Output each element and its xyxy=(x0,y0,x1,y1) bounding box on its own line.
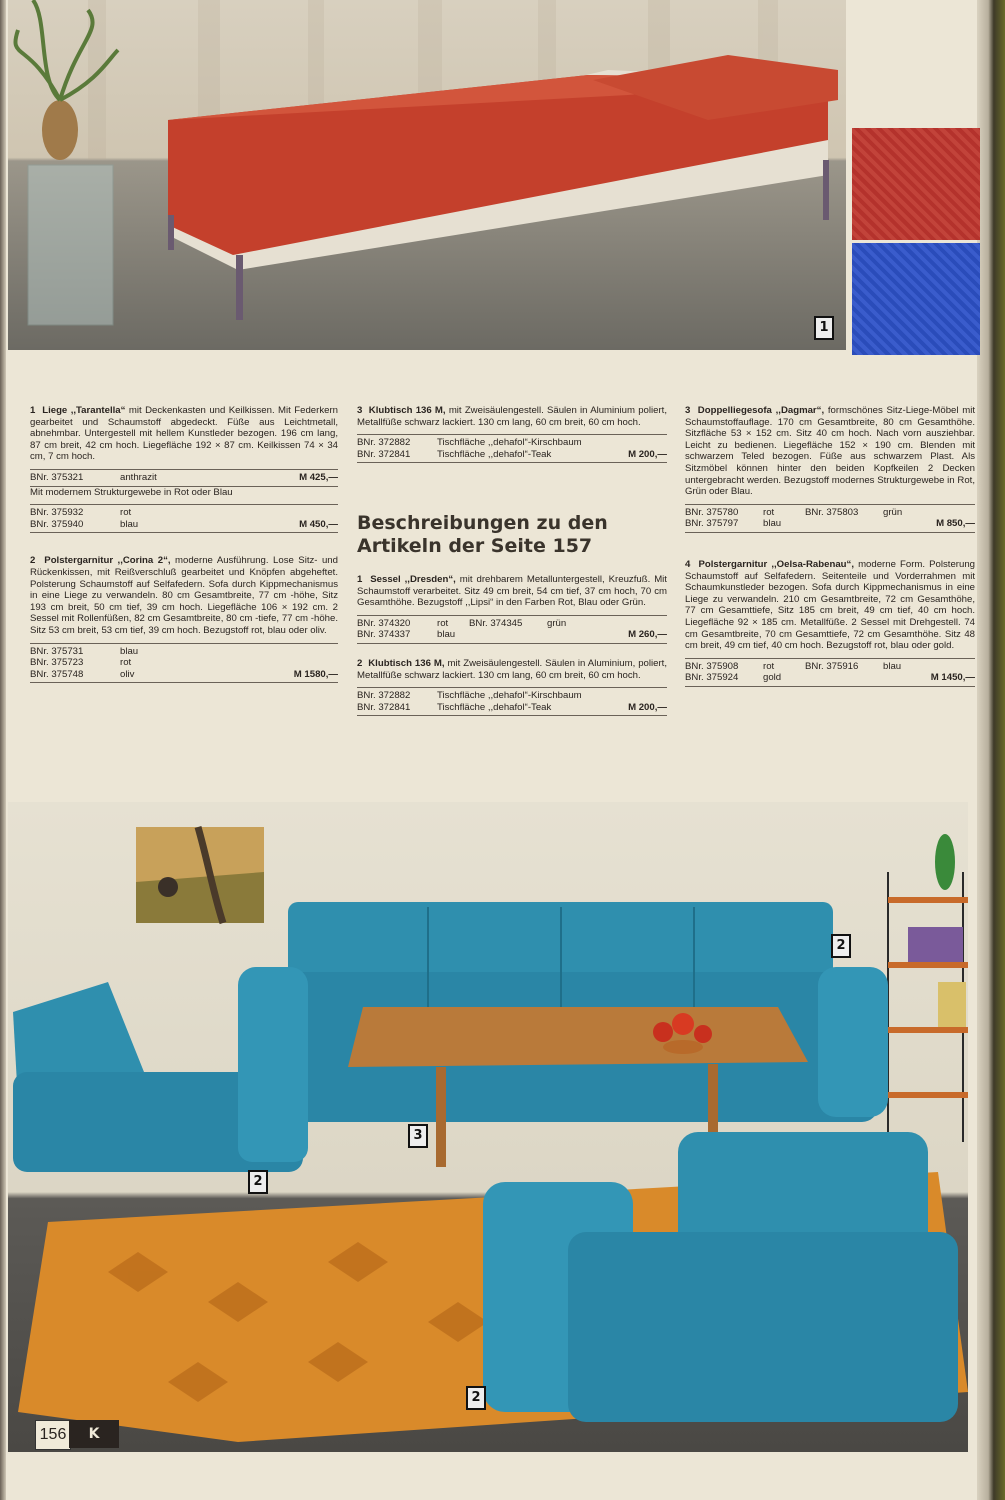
section-heading: Beschreibungen zu den Artikeln der Seite 157 xyxy=(357,512,608,557)
order-table xyxy=(357,687,667,716)
page-number: 156 xyxy=(35,1420,71,1450)
item-number: 3 xyxy=(357,405,363,416)
marker-3-table: 3 xyxy=(408,1124,428,1148)
order-row: BNr. 372841 Tischfläche ,,dehafol“-Teak M 200,— xyxy=(357,448,667,460)
item-description: mit Zweisäulengestell. Säulen in Aluminium poliert, Metallfüße schwarz lackiert. 130 cm lang, 60 cm breit, 60 cm hoch. xyxy=(357,405,667,428)
item-name: Doppelliegesofa ,,Dagmar“, xyxy=(697,405,825,416)
order-row: BNr. 372841 Tischfläche ,,dehafol“-Teak M 200,— xyxy=(357,701,667,713)
marker-1: 1 xyxy=(814,316,834,340)
order-row: BNr. 375924 gold M 1450,— xyxy=(685,672,975,684)
column-1 xyxy=(30,405,338,683)
column-3 xyxy=(685,405,975,687)
order-table xyxy=(357,434,667,463)
item-name: Polstergarnitur ,,Corina 2“, xyxy=(44,555,171,567)
fabric-note: Mit modernem Strukturgewebe in Rot oder Blau xyxy=(30,486,233,498)
item-name: Polstergarnitur ,,Oelsa-Rabenau“, xyxy=(698,558,854,570)
order-row: BNr. 375797 blau M 850,— xyxy=(685,518,975,530)
order-table xyxy=(30,504,338,533)
order-row: BNr. 375321 anthrazit M 425,— xyxy=(30,471,338,483)
daybed-illustration xyxy=(8,0,846,350)
order-table xyxy=(30,469,338,487)
scan-edge-right xyxy=(977,0,1005,1500)
order-row: BNr. 372882 Tischfläche ,,dehafol“-Kirschbaum xyxy=(357,690,582,702)
marker-2-armchair-right: 2 xyxy=(466,1386,486,1410)
order-table xyxy=(30,643,338,684)
order-row: BNr. 374320 rot BNr. 374345 grün xyxy=(357,617,567,629)
fabric-swatch-red xyxy=(852,128,980,240)
order-table xyxy=(685,658,975,687)
item-polstergarnitur-corina xyxy=(30,555,338,636)
item-description: moderne Form. Polsterung Schaumstoff auf Selfafedern. Seitenteile und Vorderrahmen mit Schaumkunstleder bezogen. Sofa durch Kippmechanismus in eine Liege zu verwandeln. 210 cm Gesamtbreite, 72 cm Gesamthöhe, 77 cm Gesamttiefe, Sitz 185 cm breit, 49 cm tief, 40 cm hoch. Liegefläche 92 × 185 cm. Metallfüße. 2 Sessel mit Drehgestell. 74 cm Gesamtbreite, 70 cm Gesamttiefe, 72 cm Gesamthöhe. Sitz 48 cm breit, 49 cm tief, 40 cm hoch. Bezugstoff rot, blau oder gold. xyxy=(685,558,975,652)
item-number: 4 xyxy=(685,558,691,570)
item-description: formschönes Sitz-Liege-Möbel mit Schaumstoffauflage. 170 cm Gesamtbreite, 80 cm Gesamthöhe. Sitzfläche 53 × 152 cm. Sitz 40 cm hoch. Nach vorn ausziehbar. Leicht zu bedienen. Liegefläche 152 × 190 cm. Blenden mit schwarzem Teled bezogen. Füße aus schwarzem Plast. Als Sitzmöbel können hinter den beiden Kopfkeilen 2 Decken untergebracht werden. Bezugstoff modernes Strukturgewebe in Rot, Grün oder Blau. xyxy=(685,405,976,498)
marker-2-sofa: 2 xyxy=(831,934,851,958)
item-liege-tarantella xyxy=(30,405,338,463)
order-row: BNr. 375908 rot BNr. 375916 blau xyxy=(685,660,902,672)
order-row: BNr. 372882 Tischfläche ,,dehafol“-Kirschbaum xyxy=(357,437,582,449)
order-row: BNr. 375731 blau xyxy=(30,645,139,657)
item-number: 2 xyxy=(30,555,36,567)
item-number: 3 xyxy=(685,405,691,416)
item-polstergarnitur-oelsa-rabenau xyxy=(685,559,975,652)
item-sessel-dresden xyxy=(357,574,667,609)
item-number: 1 xyxy=(357,574,363,585)
item-doppelliegesofa-dagmar xyxy=(685,405,975,498)
fabric-swatch-blue xyxy=(852,243,980,355)
item-description: mit Zweisäulengestell. Säulen in Aluminium, poliert, Metallfüße schwarz lackiert. 130 cm lang, 60 cm breit, 60 cm hoch. xyxy=(357,657,667,681)
column-2-lower xyxy=(357,574,667,716)
item-name: Liege ,,Tarantella“ xyxy=(42,405,126,416)
publisher-logo: K xyxy=(69,1420,119,1448)
item-klubtisch xyxy=(357,405,667,428)
marker-2-armchair-left: 2 xyxy=(248,1170,268,1194)
order-row: BNr. 375780 rot BNr. 375803 grün xyxy=(685,506,903,518)
column-2 xyxy=(357,405,667,463)
item-name: Klubtisch 136 M, xyxy=(368,657,445,669)
photo-living-room xyxy=(8,802,968,1452)
photo-daybed xyxy=(8,0,846,350)
order-row: BNr. 375932 rot xyxy=(30,507,132,519)
item-number: 2 xyxy=(357,657,363,669)
item-name: Sessel ,,Dresden“, xyxy=(370,574,456,585)
living-room-illustration xyxy=(8,802,968,1452)
order-row: BNr. 375723 rot xyxy=(30,657,132,669)
order-row: BNr. 375748 oliv M 1580,— xyxy=(30,668,338,680)
item-klubtisch-2 xyxy=(357,658,667,681)
order-table xyxy=(685,504,975,533)
item-description: mit drehbarem Metalluntergestell, Kreuzfuß. Mit Schaumstoff verarbeitet. Sitz 49 cm breit, 54 cm tief, 37 cm hoch, 70 cm Gesamthöhe. Bezugstoff ,,Lipsi“ in den Farben Rot, Blau oder Grün. xyxy=(357,574,667,609)
order-row: BNr. 375940 blau M 450,— xyxy=(30,518,338,530)
order-row: BNr. 374337 blau M 260,— xyxy=(357,629,667,641)
item-name: Klubtisch 136 M, xyxy=(368,405,446,416)
item-description: mit Deckenkasten und Keilkissen. Mit Federkern gearbeitet und Schaumstoff abgedeckt. Füße aus Leichtmetall, abnehmbar. Untergestell mit hellem Kunstleder bezogen. 196 cm lang, 87 cm breit, 42 cm hoch. Liegefläche 192 × 87 cm. Keilkissen 74 × 34 cm, 7 cm hoch. xyxy=(30,405,338,463)
item-description: moderne Ausführung. Lose Sitz- und Rückenkissen, mit Reißverschluß gearbeitet und Knöpfen abgeheftet. Polsterung Schaumstoff auf Selfafedern. Sofa durch Kippmechanismus in eine Liege zu verwandeln. 80 cm Gesamtbreite, 77 cm -höhe, Sitz 193 cm breit, 50 cm tief, 39 cm hoch. Liegefläche 106 × 192 cm. 2 Sessel mit Rollenfüßen, 82 cm Gesamtbreite, 80 cm -tiefe, 77 cm -höhe. Sitz 53 cm breit, 53 cm tief, 39 cm hoch. Bezugstoff rot, blau oder oliv. xyxy=(30,555,338,636)
scan-edge-left xyxy=(0,0,6,1500)
order-table xyxy=(357,615,667,644)
item-number: 1 xyxy=(30,405,36,416)
